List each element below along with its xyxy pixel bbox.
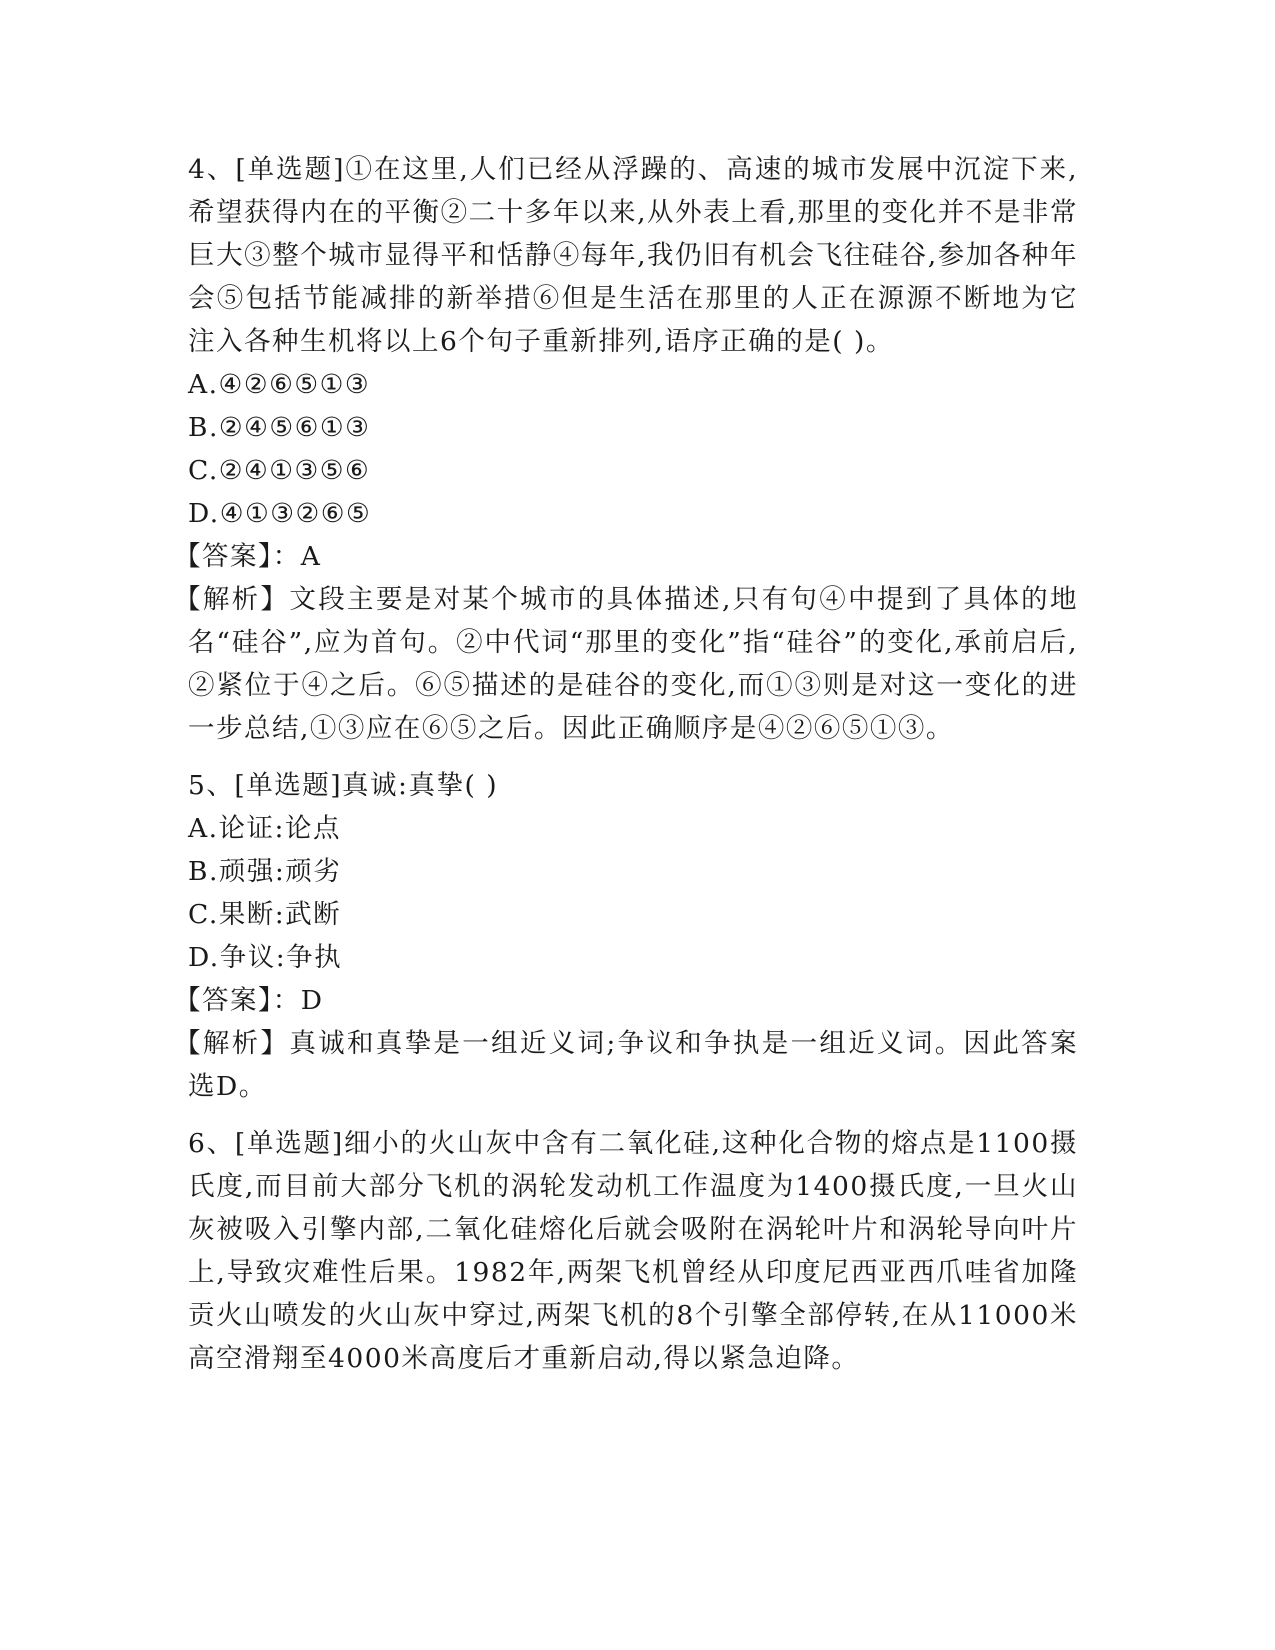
- analysis-text: 文段主要是对某个城市的具体描述,只有句④中提到了具体的地名“硅谷”,应为首句。②中代词“那里的变化”指“硅谷”的变化,承前启后,②紧位于④之后。⑥⑤描述的是硅谷的变化,而①③则是对这一变化的进一步总结,①③应在⑥⑤之后。因此正确顺序是④②⑥⑤①③。: [188, 584, 1078, 744]
- answer-line: [174, 979, 1078, 1022]
- question-4: [174, 148, 1078, 750]
- option-d: D.争议:争执: [188, 942, 343, 973]
- question-list: [174, 148, 1079, 1380]
- option-a: A.论证:论点: [188, 813, 341, 844]
- option-c: C.②④①③⑤⑥: [188, 455, 371, 486]
- analysis-text: 真诚和真挚是一组近义词;争议和争执是一组近义词。因此答案选D。: [188, 1028, 1079, 1102]
- question-stem: 4、[单选题]①在这里,人们已经从浮躁的、高速的城市发展中沉淀下来,希望获得内在的平衡②二十多年以来,从外表上看,那里的变化并不是非常巨大③整个城市显得平和恬静④每年,我仍旧有机会飞往硅谷,参加各种年会⑤包括节能减排的新举措⑥但是生活在那里的人正在源源不断地为它注入各种生机将以上6个句子重新排列,语序正确的是( )。: [188, 154, 1078, 357]
- answer-value: ：D: [272, 985, 324, 1016]
- option-b: B.②④⑤⑥①③: [188, 412, 371, 443]
- question-stem: 5、[单选题]真诚:真挚( ): [188, 770, 499, 801]
- question-stem: 6、[单选题]细小的火山灰中含有二氧化硅,这种化合物的熔点是1100摄氏度,而目前大部分飞机的涡轮发动机工作温度为1400摄氏度,一旦火山灰被吸入引擎内部,二氧化硅熔化后就会吸附在涡轮叶片和涡轮导向叶片上,导致灾难性后果。1982年,两架飞机曾经从印度尼西亚西爪哇省加隆贡火山喷发的火山灰中穿过,两架飞机的8个引擎全部停转,在从11000米高空滑翔至4000米高度后才重新启动,得以紧急迫降。: [188, 1128, 1078, 1374]
- answer-line: [174, 535, 1078, 578]
- question-5: [174, 764, 1079, 1108]
- analysis-paragraph: [174, 1022, 1079, 1108]
- option-d: D.④①③②⑥⑤: [188, 498, 372, 529]
- question-6: [188, 1122, 1078, 1380]
- answer-value: ：A: [272, 541, 322, 572]
- option-b: B.顽强:顽劣: [188, 856, 342, 887]
- analysis-paragraph: [174, 578, 1078, 750]
- analysis-label: 【解析】: [174, 1028, 290, 1059]
- option-a: A.④②⑥⑤①③: [188, 369, 371, 400]
- option-c: C.果断:武断: [188, 899, 342, 930]
- analysis-label: 【解析】: [174, 584, 290, 615]
- answer-label: 【答案】: [174, 985, 273, 1016]
- answer-label: 【答案】: [174, 541, 273, 572]
